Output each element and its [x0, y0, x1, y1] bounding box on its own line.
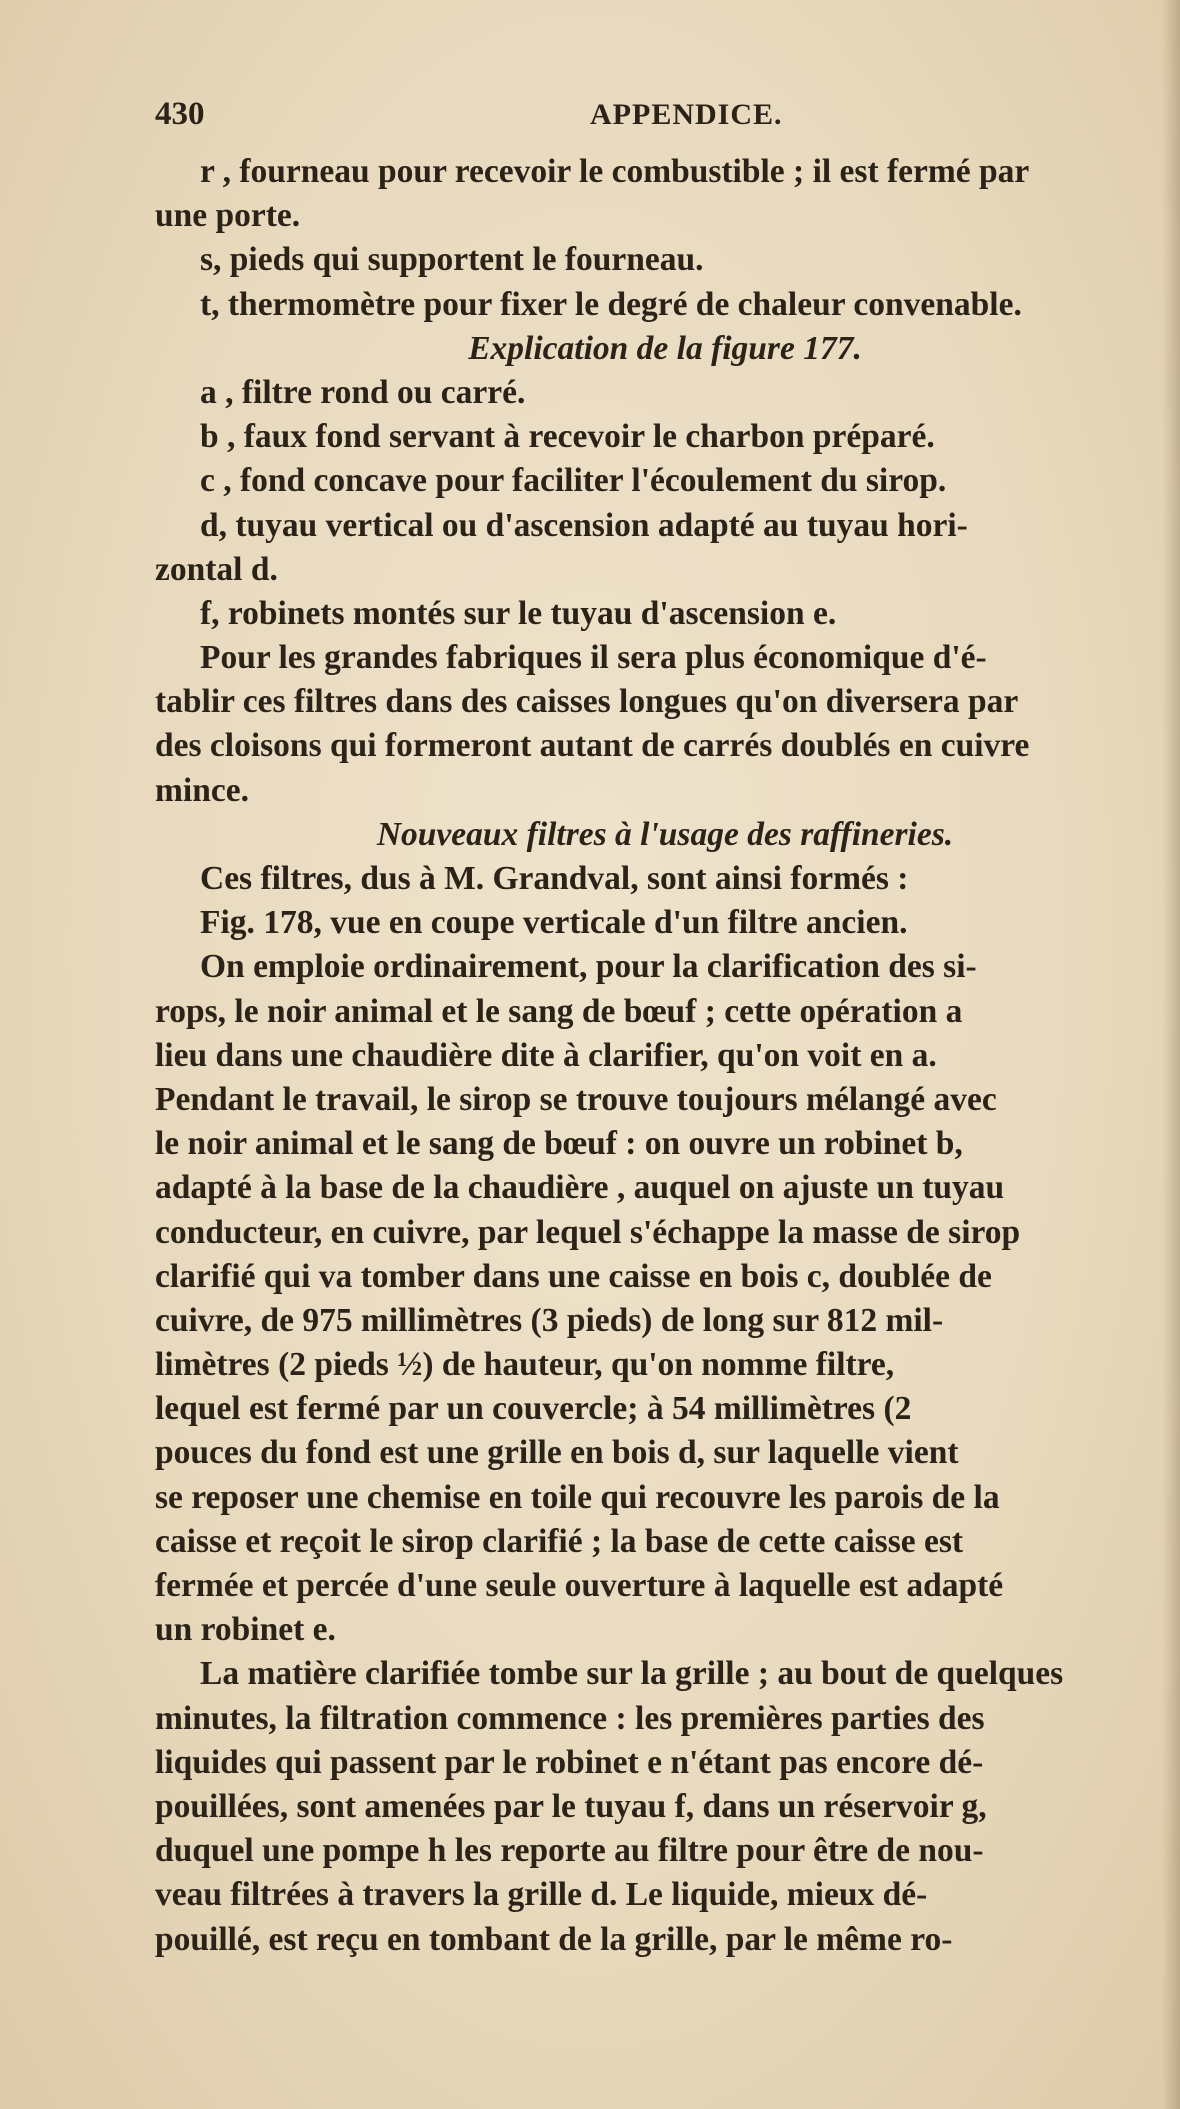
text-line: se reposer une chemise en toile qui recouvre les parois de la	[155, 1478, 1000, 1516]
text-line: s, pieds qui supportent le fourneau.	[200, 241, 704, 279]
text-line: d, tuyau vertical ou d'ascension adapté au tuyau hori-	[200, 506, 968, 544]
text-line: cuivre, de 975 millimètres (3 pieds) de long sur 812 mil-	[155, 1301, 944, 1339]
text-line: une porte.	[155, 197, 301, 235]
text-line: mince.	[155, 771, 249, 809]
section-heading: Nouveaux filtres à l'usage des raffineries.	[376, 815, 954, 853]
text-line: c , fond concave pour faciliter l'écoulement du sirop.	[200, 462, 947, 500]
text-line: clarifié qui va tomber dans une caisse en bois c, doublée de	[155, 1257, 992, 1295]
text-line: rops, le noir animal et le sang de bœuf ; cette opération a	[155, 992, 963, 1030]
text-line: des cloisons qui formeront autant de carrés doublés en cuivre	[155, 727, 1030, 765]
text-line: lequel est fermé par un couvercle; à 54 millimètres (2	[155, 1390, 912, 1428]
body-text	[155, 150, 1175, 1962]
text-line: pouillées, sont amenées par le tuyau f, dans un réservoir g,	[155, 1787, 987, 1825]
text-line: r , fourneau pour recevoir le combustible ; il est fermé par	[200, 153, 1030, 190]
text-line: pouillé, est reçu en tombant de la grille, par le même ro-	[155, 1920, 953, 1958]
text-line: a , filtre rond ou carré.	[200, 373, 526, 411]
text-line: conducteur, en cuivre, par lequel s'échappe la masse de sirop	[155, 1213, 1021, 1251]
page-header	[155, 96, 1175, 142]
text-line: La matière clarifiée tombe sur la grille ; au bout de quelques	[200, 1655, 1064, 1693]
text-line: b , faux fond servant à recevoir le charbon préparé.	[200, 418, 935, 456]
text-line: un robinet e.	[155, 1611, 336, 1649]
text-line: Pour les grandes fabriques il sera plus économique d'é-	[200, 639, 987, 677]
text-line: Pendant le travail, le sirop se trouve toujours mélangé avec	[155, 1080, 997, 1118]
text-line: f, robinets montés sur le tuyau d'ascension e.	[200, 594, 837, 632]
text-line: fermée et percée d'une seule ouverture à laquelle est adapté	[155, 1567, 1004, 1604]
running-head: APPENDICE.	[590, 98, 783, 131]
text-line: limètres (2 pieds ½) de hauteur, qu'on nomme filtre,	[155, 1346, 895, 1384]
text-line: lieu dans une chaudière dite à clarifier, qu'on voit en a.	[155, 1036, 937, 1074]
text-line: liquides qui passent par le robinet e n'étant pas encore dé-	[155, 1743, 984, 1781]
text-line: t, thermomètre pour fixer le degré de chaleur convenable.	[200, 285, 1022, 323]
text-line: le noir animal et le sang de bœuf : on ouvre un robinet b,	[155, 1125, 963, 1163]
text-line: veau filtrées à travers la grille d. Le liquide, mieux dé-	[155, 1876, 928, 1914]
text-line: Fig. 178, vue en coupe verticale d'un filtre ancien.	[200, 904, 908, 942]
text-line: tablir ces filtres dans des caisses longues qu'on diversera par	[155, 683, 1019, 721]
text-line: minutes, la filtration commence : les premières parties des	[155, 1699, 985, 1737]
text-line: caisse et reçoit le sirop clarifié ; la base de cette caisse est	[155, 1522, 964, 1560]
page-number: 430	[155, 96, 205, 132]
text-line: duquel une pompe h les reporte au filtre pour être de nou-	[155, 1832, 984, 1870]
text-line: Ces filtres, dus à M. Grandval, sont ainsi formés :	[200, 860, 909, 897]
text-line: zontal d.	[155, 550, 278, 588]
section-heading: Explication de la figure 177.	[468, 329, 862, 367]
text-line: adapté à la base de la chaudière , auquel on ajuste un tuyau	[155, 1169, 1005, 1207]
text-line: pouces du fond est une grille en bois d, sur laquelle vient	[155, 1434, 959, 1472]
text-line: On emploie ordinairement, pour la clarification des si-	[200, 948, 977, 986]
